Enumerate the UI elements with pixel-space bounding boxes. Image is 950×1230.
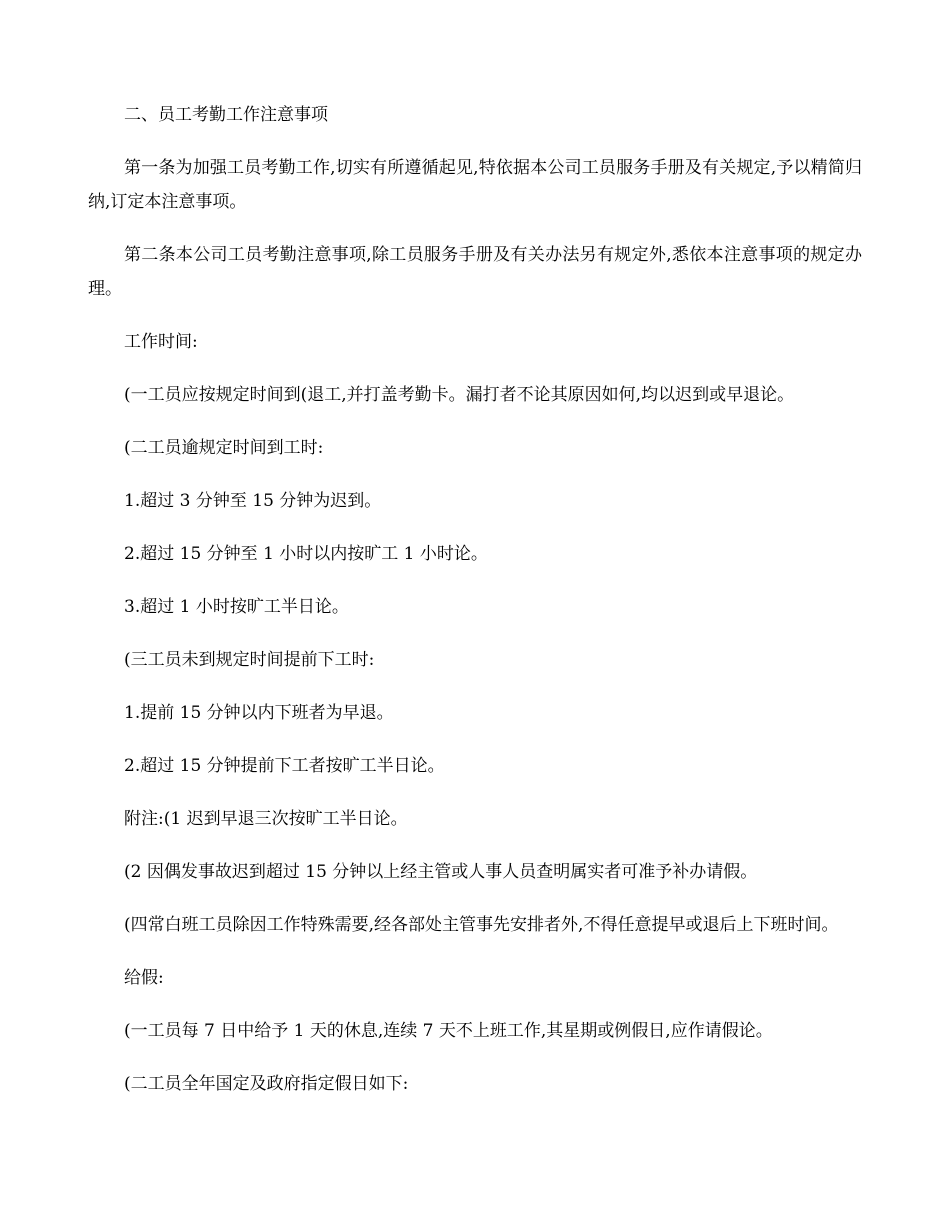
note-1: 附注:(1 迟到早退三次按旷工半日论。 xyxy=(124,809,408,829)
leave-item-1: (一工员每 7 日中给予 1 天的休息,连续 7 天不上班工作,其星期或例假日,应作请假论。 xyxy=(124,1021,773,1041)
leave-item-2: (二工员全年国定及政府指定假日如下: xyxy=(124,1074,409,1094)
article-2: 第二条本公司工员考勤注意事项,除工员服务手册及有关办法另有规定外,悉依本注意事项的规定办理。 xyxy=(88,245,862,299)
section-heading: 二、员工考勤工作注意事项 xyxy=(124,105,328,125)
early-leave-rule-2: 2.超过 15 分钟提前下工者按旷工半日论。 xyxy=(124,756,445,776)
work-hours-item-3: (三工员未到规定时间提前下工时: xyxy=(124,650,375,670)
subheading-leave: 给假: xyxy=(124,968,164,988)
late-rule-1: 1.超过 3 分钟至 15 分钟为迟到。 xyxy=(124,491,382,511)
article-1: 第一条为加强工员考勤工作,切实有所遵循起见,特依据本公司工员服务手册及有关规定,予以精简归纳,订定本注意事项。 xyxy=(88,158,862,212)
subheading-work-hours: 工作时间: xyxy=(124,332,198,352)
work-hours-item-1: (一工员应按规定时间到(退工,并打盖考勤卡。漏打者不论其原因如何,均以迟到或早退论。 xyxy=(124,385,795,405)
work-hours-item-4: (四常白班工员除因工作特殊需要,经各部处主管事先安排者外,不得任意提早或退后上下班时间。 xyxy=(124,915,839,935)
work-hours-item-2: (二工员逾规定时间到工时: xyxy=(124,438,324,458)
note-2: (2 因偶发事故迟到超过 15 分钟以上经主管或人事人员查明属实者可准予补办请假。 xyxy=(124,862,758,882)
late-rule-2: 2.超过 15 分钟至 1 小时以内按旷工 1 小时论。 xyxy=(124,544,488,564)
early-leave-rule-1: 1.提前 15 分钟以内下班者为早退。 xyxy=(124,703,394,723)
late-rule-3: 3.超过 1 小时按旷工半日论。 xyxy=(124,597,349,617)
